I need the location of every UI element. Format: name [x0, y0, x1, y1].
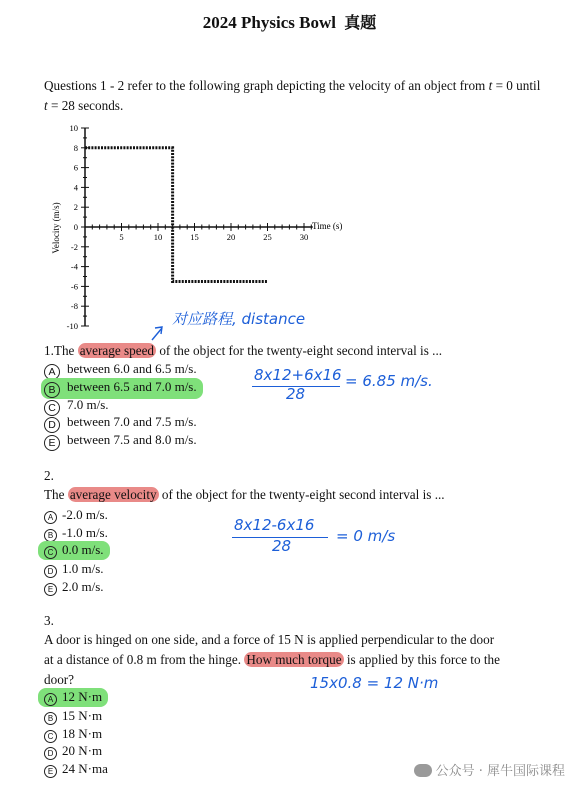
- title-text: 2024 Physics Bowl: [202, 13, 336, 32]
- q2-hand-numerator: 8x12-6x16: [234, 516, 315, 534]
- intro-text-1: Questions 1 - 2 refer to the following graph depicting the velocity of an object from: [44, 78, 489, 93]
- option-text: 24 N·ma: [62, 761, 108, 776]
- option-text: between 6.5 and 7.0 m/s.: [67, 379, 197, 394]
- x-tick-label: 5: [119, 232, 124, 242]
- series: [85, 148, 268, 282]
- q2-hand-result: = 0 m/s: [336, 527, 396, 545]
- x-tick-label: 25: [263, 232, 272, 242]
- q1-hand-result: = 6.85 m/s.: [345, 372, 433, 390]
- y-tick-label: 4: [73, 182, 78, 193]
- q2-option-b[interactable]: [44, 525, 108, 542]
- option-letter-icon: A: [44, 693, 57, 706]
- x-tick-label: 30: [299, 232, 309, 242]
- intro-paragraph: [44, 76, 544, 116]
- question-1-stem: [44, 341, 442, 361]
- option-letter-icon: D: [44, 417, 60, 433]
- option-letter-icon: E: [44, 583, 57, 596]
- q3-option-c[interactable]: [44, 726, 102, 743]
- option-text: 12 N·m: [62, 689, 103, 704]
- velocity-line: [85, 148, 268, 282]
- option-text: 0.0 m/s.: [62, 542, 104, 557]
- q1-prefix: 1.The: [44, 343, 78, 358]
- q3-option-e[interactable]: [44, 761, 108, 778]
- velocity-graph: [44, 118, 364, 338]
- x-tick-label: 10: [153, 232, 163, 242]
- axes: [85, 128, 313, 326]
- q2-option-a[interactable]: [44, 507, 108, 524]
- page-title: [0, 10, 579, 33]
- option-text: 18 N·m: [62, 726, 103, 741]
- q2-hand-denominator: 28: [272, 537, 292, 555]
- q2-suffix: of the object for the twenty-eight second interval is ...: [158, 487, 445, 502]
- intro-t2: t: [44, 98, 48, 113]
- option-text: between 7.5 and 8.0 m/s.: [67, 432, 197, 447]
- question-3-line-2: [44, 650, 500, 670]
- y-tick-label: 10: [69, 123, 78, 133]
- annotation-distance: 对应路程, distance: [172, 310, 306, 328]
- q2-option-d[interactable]: [44, 561, 104, 578]
- y-tick-label: -2: [70, 241, 78, 252]
- q1-highlight: average speed: [79, 343, 155, 358]
- q2-highlight: average velocity: [69, 487, 157, 502]
- q1-hand-denominator: 28: [286, 385, 306, 403]
- q3-highlight: How much torque: [246, 652, 342, 667]
- question-3-number: 3.: [44, 613, 54, 628]
- question-2-stem: [44, 485, 445, 505]
- option-text: between 7.0 and 7.5 m/s.: [67, 414, 197, 429]
- q3-hand-calc: 15x0.8 = 12 N·m: [310, 674, 439, 692]
- q1-hand-numerator: 8x12+6x16: [254, 366, 342, 384]
- q3-line2-prefix: at a distance of 0.8 m from the hinge.: [44, 652, 245, 667]
- option-text: between 6.0 and 6.5 m/s.: [67, 361, 197, 376]
- x-axis-label: Time (s): [312, 221, 343, 231]
- y-tick-label: -8: [70, 301, 78, 312]
- option-text: 2.0 m/s.: [62, 579, 104, 594]
- q2-option-e[interactable]: [44, 579, 104, 596]
- option-letter-icon: E: [44, 435, 60, 451]
- option-letter-icon: A: [44, 364, 60, 380]
- question-2-number: 2.: [44, 468, 54, 483]
- q2-option-c[interactable]: [38, 541, 110, 560]
- option-letter-icon: C: [44, 400, 60, 416]
- option-letter-icon: D: [44, 747, 57, 760]
- option-text: 7.0 m/s.: [67, 397, 109, 412]
- option-letter-icon: E: [44, 765, 57, 778]
- option-text: 1.0 m/s.: [62, 561, 104, 576]
- watermark: [414, 760, 565, 779]
- q1-option-e[interactable]: [44, 432, 197, 451]
- intro-text-3: = 28 seconds.: [47, 98, 124, 113]
- y-tick-label: -10: [66, 321, 78, 331]
- watermark-text: 公众号 · 犀牛国际课程: [435, 764, 565, 779]
- option-text: 20 N·m: [62, 743, 103, 758]
- x-tick-label: 15: [190, 232, 199, 242]
- q2-prefix: The: [44, 487, 68, 502]
- y-tick-label: 8: [73, 142, 78, 153]
- option-letter-icon: C: [44, 546, 57, 559]
- title-cn: 真题: [344, 13, 377, 32]
- y-tick-label: -6: [70, 281, 78, 292]
- y-tick-label: 0: [73, 222, 78, 232]
- y-axis-label: Velocity (m/s): [51, 202, 61, 254]
- question-3-line-1: A door is hinged on one side, and a force of 15 N is applied perpendicular to the door: [44, 632, 495, 647]
- wechat-icon: [414, 764, 432, 777]
- option-letter-icon: D: [44, 565, 57, 578]
- q1-suffix: of the object for the twenty-eight second interval is ...: [156, 343, 443, 358]
- q3-option-d[interactable]: [44, 743, 102, 760]
- intro-t1: t: [488, 78, 493, 93]
- option-text: -1.0 m/s.: [62, 525, 108, 540]
- option-text: -2.0 m/s.: [62, 507, 108, 522]
- option-letter-icon: B: [44, 529, 57, 542]
- y-tick-label: -4: [70, 261, 78, 272]
- option-letter-icon: B: [44, 382, 60, 398]
- question-3-line-3: door?: [44, 672, 75, 687]
- option-letter-icon: C: [44, 730, 57, 743]
- q3-line2-suffix: is applied by this force to the: [343, 652, 500, 667]
- q1-option-b[interactable]: [41, 378, 203, 399]
- option-letter-icon: A: [44, 511, 57, 524]
- intro-text-2: = 0 until: [492, 78, 541, 93]
- q3-option-b[interactable]: [44, 708, 102, 725]
- option-text: 15 N·m: [62, 708, 103, 723]
- y-tick-label: 2: [73, 202, 78, 213]
- x-tick-label: 20: [226, 232, 236, 242]
- y-tick-label: 6: [73, 162, 78, 173]
- option-letter-icon: B: [44, 712, 57, 725]
- q1-option-d[interactable]: [44, 414, 197, 433]
- q3-option-a[interactable]: [38, 688, 108, 707]
